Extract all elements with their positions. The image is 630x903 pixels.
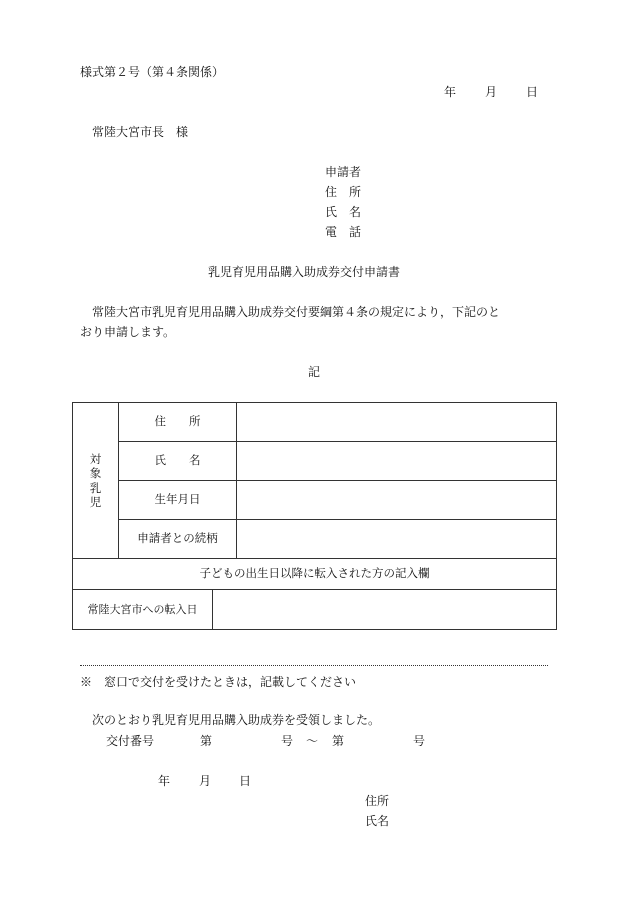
receipt-day-label: 日	[239, 774, 252, 788]
receipt-line: 次のとおり乳児育児用品購入助成券を受領しました。	[92, 713, 381, 727]
transfer-date-field[interactable]	[213, 590, 557, 630]
transfer-table	[72, 589, 557, 630]
number-go-1: 号	[281, 734, 294, 748]
birthdate-field[interactable]	[237, 481, 557, 520]
body-line-1: 常陸大宮市乳児育児用品購入助成券交付要綱第４条の規定により，下記のと	[92, 305, 501, 319]
document-title: 乳児育児用品購入助成券交付申請書	[208, 265, 401, 279]
infant-info-table	[72, 402, 557, 590]
date-day-label: 日	[526, 85, 539, 99]
number-dai-1: 第	[200, 734, 213, 748]
name-label: 氏 名	[119, 442, 237, 481]
address-label: 住 所	[119, 403, 237, 442]
dotted-separator	[80, 665, 548, 666]
date-month-label: 月	[485, 85, 498, 99]
form-number: 様式第２号（第４条関係）	[80, 65, 225, 79]
ki-marker: 記	[308, 365, 321, 379]
target-infant-group-label	[73, 403, 119, 559]
group-char: 乳	[89, 480, 102, 495]
relationship-field[interactable]	[237, 520, 557, 559]
body-line-2: おり申請します。	[80, 325, 176, 339]
addressee: 常陸大宮市長 様	[92, 125, 189, 139]
applicant-phone-label: 電 話	[325, 225, 362, 239]
transfer-section-header: 子どもの出生日以降に転入された方の記入欄	[73, 559, 557, 590]
group-char: 対	[89, 451, 102, 466]
group-char: 児	[89, 494, 102, 509]
address-field[interactable]	[237, 403, 557, 442]
applicant-name-label: 氏 名	[325, 205, 362, 219]
receipt-address-label: 住所	[365, 794, 390, 808]
number-dai-2: 第	[332, 734, 345, 748]
applicant-address-label: 住 所	[325, 185, 362, 199]
receipt-month-label: 月	[199, 774, 212, 788]
name-field[interactable]	[237, 442, 557, 481]
number-go-2: 号	[413, 734, 426, 748]
birthdate-label: 生年月日	[119, 481, 237, 520]
number-tilde: ～	[306, 734, 319, 748]
transfer-date-label: 常陸大宮市への転入日	[73, 590, 213, 630]
relationship-label: 申請者との続柄	[119, 520, 237, 559]
date-year-label: 年	[444, 85, 457, 99]
issue-number-label: 交付番号	[106, 734, 155, 748]
counter-note: ※ 窓口で交付を受けたときは，記載してください	[80, 675, 357, 689]
receipt-name-label: 氏名	[365, 814, 390, 828]
group-char: 象	[89, 466, 102, 481]
receipt-year-label: 年	[158, 774, 171, 788]
applicant-title: 申請者	[325, 165, 362, 179]
